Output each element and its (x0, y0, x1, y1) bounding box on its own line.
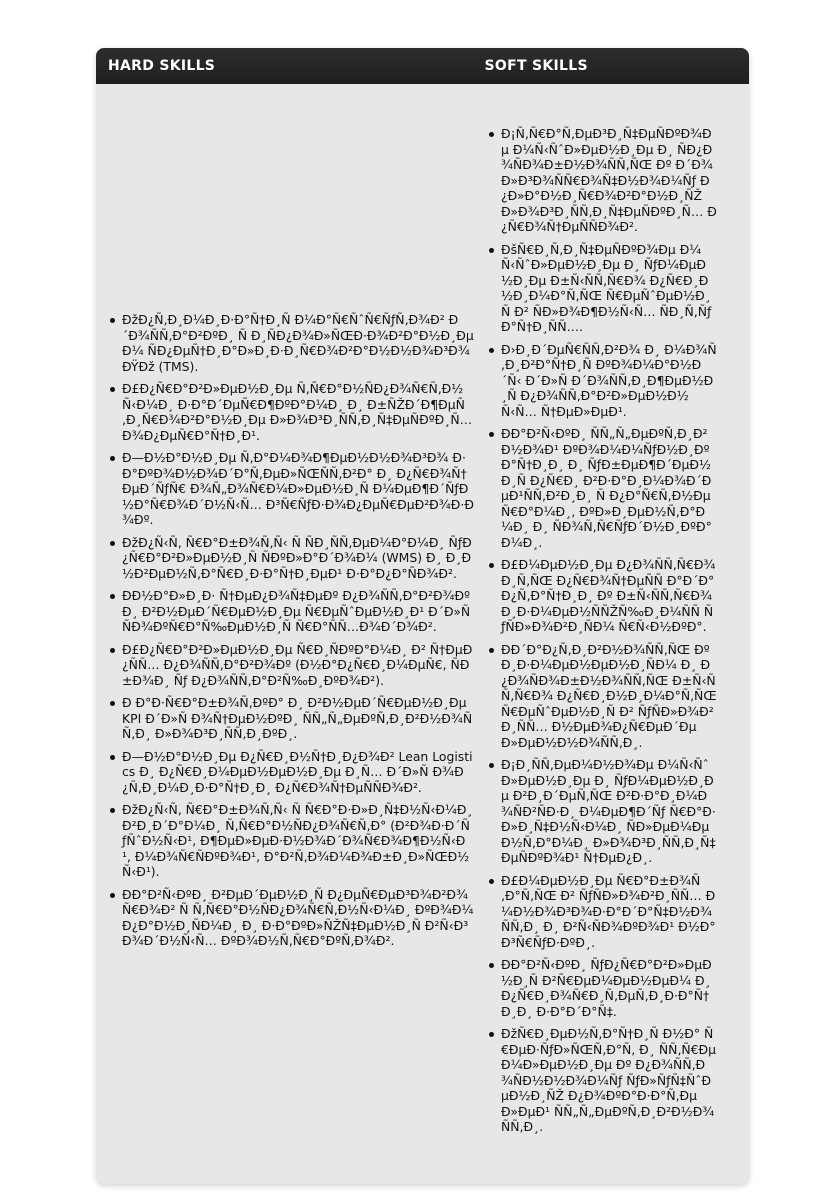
header-hard-skills: HARD SKILLS (108, 58, 216, 74)
hard-skill-item: Ð—Ð½Ð°Ð½Ð¸Ðµ Ñ‚Ð°Ð¼Ð¾Ð¶ÐµÐ½Ð½Ð¾Ð³Ð¾ Ð·Ð°ÐºÐ¾Ð½Ð¾Ð´Ð°Ñ‚ÐµÐ»ÑŒÑÑ‚Ð²Ð° Ð¸ Ð¿Ñ€Ð¾Ñ†ÐµÐ´ÑƒÑ€ Ð¾Ñ„Ð¾Ñ€Ð¼Ð»ÐµÐ½Ð¸Ñ Ð¼ÐµÐ¶Ð´ÑƒÐ½Ð°Ñ€Ð¾Ð´Ð½Ñ‹Ñ… Ð³Ñ€ÑƒÐ·Ð¾Ð¿ÐµÑ€ÐµÐ²Ð¾Ð·Ð¾Ðº. (108, 450, 474, 528)
table-header (96, 48, 749, 84)
header-soft-skills: SOFT SKILLS (484, 58, 588, 74)
soft-skill-item: Ð£Ð¼ÐµÐ½Ð¸Ðµ Ð¿Ð¾ÑÑ‚Ñ€Ð¾Ð¸Ñ‚ÑŒ Ð¿Ñ€Ð¾Ñ†ÐµÑÑ Ð°Ð´Ð°Ð¿Ñ‚Ð°Ñ†Ð¸Ð¸ Ðº Ð±Ñ‹ÑÑ‚Ñ€Ð¾ Ð¸Ð·Ð¼ÐµÐ½ÑÑŽÑ‰Ð¸Ð¼ÑÑ ÑƒÑÐ»Ð¾Ð²Ð¸ÑÐ¼ Ñ€Ñ‹Ð½ÐºÐ°. (487, 557, 717, 635)
skills-table (96, 48, 749, 1184)
soft-skill-item: ÐÐ°Ð²Ñ‹ÐºÐ¸ ÑƒÐ¿Ñ€Ð°Ð²Ð»ÐµÐ½Ð¸Ñ Ð²Ñ€ÐµÐ¼ÐµÐ½ÐµÐ¼ Ð¸ Ð¿Ñ€Ð¸Ð¾Ñ€Ð¸Ñ‚ÐµÑ‚Ð¸Ð·Ð°Ñ†Ð¸Ð¸ Ð·Ð°Ð´Ð°Ñ‡. (487, 957, 717, 1019)
hard-skill-item: ÐžÐ¿Ñ‹Ñ‚ Ñ€Ð°Ð±Ð¾Ñ‚Ñ‹ Ñ ÑÐ¸ÑÑ‚ÐµÐ¼Ð°Ð¼Ð¸ ÑƒÐ¿Ñ€Ð°Ð²Ð»ÐµÐ½Ð¸Ñ ÑÐºÐ»Ð°Ð´Ð¾Ð¼ (WMS) Ð¸ Ð¸Ð½Ð²ÐµÐ½Ñ‚Ð°Ñ€Ð¸Ð·Ð°Ñ†Ð¸ÐµÐ¹ Ð·Ð°Ð¿Ð°ÑÐ¾Ð². (108, 535, 474, 582)
table-body (96, 84, 749, 1184)
soft-skill-item: ÐžÑ€Ð¸ÐµÐ½Ñ‚Ð°Ñ†Ð¸Ñ Ð½Ð° Ñ€ÐµÐ·ÑƒÐ»ÑŒÑ‚Ð°Ñ‚ Ð¸ ÑÑ‚Ñ€ÐµÐ¼Ð»ÐµÐ½Ð¸Ðµ Ðº Ð¿Ð¾ÑÑ‚Ð¾ÑÐ½Ð½Ð¾Ð¼Ñƒ ÑƒÐ»ÑƒÑ‡ÑˆÐµÐ½Ð¸ÑŽ Ð¿Ð¾ÐºÐ°Ð·Ð°Ñ‚ÐµÐ»ÐµÐ¹ ÑÑ„Ñ„ÐµÐºÑ‚Ð¸Ð²Ð½Ð¾ÑÑ‚Ð¸. (487, 1026, 717, 1135)
soft-skill-item: Ð£Ð¼ÐµÐ½Ð¸Ðµ Ñ€Ð°Ð±Ð¾Ñ‚Ð°Ñ‚ÑŒ Ð² ÑƒÑÐ»Ð¾Ð²Ð¸ÑÑ… Ð¼Ð½Ð¾Ð³Ð¾Ð·Ð°Ð´Ð°Ñ‡Ð½Ð¾ÑÑ‚Ð¸ Ð¸ Ð²Ñ‹ÑÐ¾ÐºÐ¾Ð¹ Ð½Ð°Ð³Ñ€ÑƒÐ·ÐºÐ¸. (487, 873, 717, 951)
hard-skill-item: ÐÐ°Ð²Ñ‹ÐºÐ¸ Ð²ÐµÐ´ÐµÐ½Ð¸Ñ Ð¿ÐµÑ€ÐµÐ³Ð¾Ð²Ð¾Ñ€Ð¾Ð² Ñ Ñ‚Ñ€Ð°Ð½ÑÐ¿Ð¾Ñ€Ñ‚Ð½Ñ‹Ð¼Ð¸ ÐºÐ¾Ð¼Ð¿Ð°Ð½Ð¸ÑÐ¼Ð¸ Ð¸ Ð·Ð°ÐºÐ»ÑŽÑ‡ÐµÐ½Ð¸Ñ Ð²Ñ‹Ð³Ð¾Ð´Ð½Ñ‹Ñ… ÐºÐ¾Ð½Ñ‚Ñ€Ð°ÐºÑ‚Ð¾Ð². (108, 887, 474, 949)
hard-skills-list (108, 312, 474, 956)
soft-skill-item: Ð¡Ñ‚Ñ€Ð°Ñ‚ÐµÐ³Ð¸Ñ‡ÐµÑÐºÐ¾Ðµ Ð¼Ñ‹ÑˆÐ»ÐµÐ½Ð¸Ðµ Ð¸ ÑÐ¿Ð¾ÑÐ¾Ð±Ð½Ð¾ÑÑ‚ÑŒ Ðº Ð´Ð¾Ð»Ð³Ð¾ÑÑ€Ð¾Ñ‡Ð½Ð¾Ð¼Ñƒ Ð¿Ð»Ð°Ð½Ð¸Ñ€Ð¾Ð²Ð°Ð½Ð¸ÑŽ Ð»Ð¾Ð³Ð¸ÑÑ‚Ð¸Ñ‡ÐµÑÐºÐ¸Ñ… Ð¿Ñ€Ð¾Ñ†ÐµÑÑÐ¾Ð². (487, 126, 717, 235)
soft-skill-item: Ð¡Ð¸ÑÑ‚ÐµÐ¼Ð½Ð¾Ðµ Ð¼Ñ‹ÑˆÐ»ÐµÐ½Ð¸Ðµ Ð¸ ÑƒÐ¼ÐµÐ½Ð¸Ðµ Ð²Ð¸Ð´ÐµÑ‚ÑŒ Ð²Ð·Ð°Ð¸Ð¼Ð¾ÑÐ²ÑÐ·Ð¸ Ð¼ÐµÐ¶Ð´Ñƒ Ñ€Ð°Ð·Ð»Ð¸Ñ‡Ð½Ñ‹Ð¼Ð¸ ÑÐ»ÐµÐ¼ÐµÐ½Ñ‚Ð°Ð¼Ð¸ Ð»Ð¾Ð³Ð¸ÑÑ‚Ð¸Ñ‡ÐµÑÐºÐ¾Ð¹ Ñ†ÐµÐ¿Ð¸. (487, 757, 717, 866)
soft-skills-list (487, 126, 749, 1142)
hard-skill-item: Ð—Ð½Ð°Ð½Ð¸Ðµ Ð¿Ñ€Ð¸Ð½Ñ†Ð¸Ð¿Ð¾Ð² Lean Logistics Ð¸ Ð¿Ñ€Ð¸Ð¼ÐµÐ½ÐµÐ½Ð¸Ðµ Ð¸Ñ… Ð´Ð»Ñ Ð¾Ð¿Ñ‚Ð¸Ð¼Ð¸Ð·Ð°Ñ†Ð¸Ð¸ Ð¿Ñ€Ð¾Ñ†ÐµÑÑÐ¾Ð². (108, 749, 474, 796)
soft-skills-column (474, 84, 749, 1184)
hard-skill-item: ÐžÐ¿Ñ‚Ð¸Ð¼Ð¸Ð·Ð°Ñ†Ð¸Ñ Ð¼Ð°Ñ€ÑˆÑ€ÑƒÑ‚Ð¾Ð² Ð´Ð¾ÑÑ‚Ð°Ð²ÐºÐ¸ Ñ Ð¸ÑÐ¿Ð¾Ð»ÑŒÐ·Ð¾Ð²Ð°Ð½Ð¸ÐµÐ¼ ÑÐ¿ÐµÑ†Ð¸Ð°Ð»Ð¸Ð·Ð¸Ñ€Ð¾Ð²Ð°Ð½Ð½Ð¾Ð³Ð¾ ÐŸÐž (TMS). (108, 312, 474, 374)
hard-skill-item: Ð Ð°Ð·Ñ€Ð°Ð±Ð¾Ñ‚ÐºÐ° Ð¸ Ð²Ð½ÐµÐ´Ñ€ÐµÐ½Ð¸Ðµ KPI Ð´Ð»Ñ Ð¾Ñ†ÐµÐ½ÐºÐ¸ ÑÑ„Ñ„ÐµÐºÑ‚Ð¸Ð²Ð½Ð¾ÑÑ‚Ð¸ Ð»Ð¾Ð³Ð¸ÑÑ‚Ð¸ÐºÐ¸. (108, 695, 474, 742)
soft-skill-item: ÐÐ´Ð°Ð¿Ñ‚Ð¸Ð²Ð½Ð¾ÑÑ‚ÑŒ Ðº Ð¸Ð·Ð¼ÐµÐ½ÐµÐ½Ð¸ÑÐ¼ Ð¸ Ð¿Ð¾ÑÐ¾Ð±Ð½Ð¾ÑÑ‚ÑŒ Ð±Ñ‹ÑÑ‚Ñ€Ð¾ Ð¿Ñ€Ð¸Ð½Ð¸Ð¼Ð°Ñ‚ÑŒ Ñ€ÐµÑˆÐµÐ½Ð¸Ñ Ð² ÑƒÑÐ»Ð¾Ð²Ð¸ÑÑ… Ð½ÐµÐ¾Ð¿Ñ€ÐµÐ´ÐµÐ»ÐµÐ½Ð½Ð¾ÑÑ‚Ð¸. (487, 642, 717, 751)
soft-skill-item: ÐÐ°Ð²Ñ‹ÐºÐ¸ ÑÑ„Ñ„ÐµÐºÑ‚Ð¸Ð²Ð½Ð¾Ð¹ ÐºÐ¾Ð¼Ð¼ÑƒÐ½Ð¸ÐºÐ°Ñ†Ð¸Ð¸ Ð¸ ÑƒÐ±ÐµÐ¶Ð´ÐµÐ½Ð¸Ñ Ð¿Ñ€Ð¸ Ð²Ð·Ð°Ð¸Ð¼Ð¾Ð´ÐµÐ¹ÑÑ‚Ð²Ð¸Ð¸ Ñ Ð¿Ð°Ñ€Ñ‚Ð½ÐµÑ€Ð°Ð¼Ð¸, ÐºÐ»Ð¸ÐµÐ½Ñ‚Ð°Ð¼Ð¸ Ð¸ ÑÐ¾Ñ‚Ñ€ÑƒÐ´Ð½Ð¸ÐºÐ°Ð¼Ð¸. (487, 426, 717, 550)
hard-skill-item: Ð£Ð¿Ñ€Ð°Ð²Ð»ÐµÐ½Ð¸Ðµ Ñ€Ð¸ÑÐºÐ°Ð¼Ð¸ Ð² Ñ†ÐµÐ¿ÑÑ… Ð¿Ð¾ÑÑ‚Ð°Ð²Ð¾Ðº (Ð½Ð°Ð¿Ñ€Ð¸Ð¼ÐµÑ€, ÑÐ±Ð¾Ð¸ Ñƒ Ð¿Ð¾ÑÑ‚Ð°Ð²Ñ‰Ð¸ÐºÐ¾Ð²). (108, 642, 474, 689)
hard-skills-column (96, 84, 474, 1184)
soft-skill-item: ÐšÑ€Ð¸Ñ‚Ð¸Ñ‡ÐµÑÐºÐ¾Ðµ Ð¼Ñ‹ÑˆÐ»ÐµÐ½Ð¸Ðµ Ð¸ ÑƒÐ¼ÐµÐ½Ð¸Ðµ Ð±Ñ‹ÑÑ‚Ñ€Ð¾ Ð¿Ñ€Ð¸Ð½Ð¸Ð¼Ð°Ñ‚ÑŒ Ñ€ÐµÑˆÐµÐ½Ð¸Ñ Ð² ÑÐ»Ð¾Ð¶Ð½Ñ‹Ñ… ÑÐ¸Ñ‚ÑƒÐ°Ñ†Ð¸ÑÑ…. (487, 242, 717, 335)
hard-skill-item: ÐÐ½Ð°Ð»Ð¸Ð· Ñ†ÐµÐ¿Ð¾Ñ‡ÐµÐº Ð¿Ð¾ÑÑ‚Ð°Ð²Ð¾Ðº Ð¸ Ð²Ð½ÐµÐ´Ñ€ÐµÐ½Ð¸Ðµ Ñ€ÐµÑˆÐµÐ½Ð¸Ð¹ Ð´Ð»Ñ ÑÐ¾ÐºÑ€Ð°Ñ‰ÐµÐ½Ð¸Ñ Ñ€Ð°ÑÑ…Ð¾Ð´Ð¾Ð². (108, 588, 474, 635)
hard-skill-item: ÐžÐ¿Ñ‹Ñ‚ Ñ€Ð°Ð±Ð¾Ñ‚Ñ‹ Ñ Ñ€Ð°Ð·Ð»Ð¸Ñ‡Ð½Ñ‹Ð¼Ð¸ Ð²Ð¸Ð´Ð°Ð¼Ð¸ Ñ‚Ñ€Ð°Ð½ÑÐ¿Ð¾Ñ€Ñ‚Ð° (Ð²Ð¾Ð·Ð´ÑƒÑˆÐ½Ñ‹Ð¹, Ð¶ÐµÐ»ÐµÐ·Ð½Ð¾Ð´Ð¾Ñ€Ð¾Ð¶Ð½Ñ‹Ð¹, Ð¼Ð¾Ñ€ÑÐºÐ¾Ð¹, Ð°Ð²Ñ‚Ð¾Ð¼Ð¾Ð±Ð¸Ð»ÑŒÐ½Ñ‹Ð¹). (108, 802, 474, 880)
soft-skill-item: Ð›Ð¸Ð´ÐµÑ€ÑÑ‚Ð²Ð¾ Ð¸ Ð¼Ð¾Ñ‚Ð¸Ð²Ð°Ñ†Ð¸Ñ ÐºÐ¾Ð¼Ð°Ð½Ð´Ñ‹ Ð´Ð»Ñ Ð´Ð¾ÑÑ‚Ð¸Ð¶ÐµÐ½Ð¸Ñ Ð¿Ð¾ÑÑ‚Ð°Ð²Ð»ÐµÐ½Ð½Ñ‹Ñ… Ñ†ÐµÐ»ÐµÐ¹. (487, 342, 717, 420)
hard-skill-item: Ð£Ð¿Ñ€Ð°Ð²Ð»ÐµÐ½Ð¸Ðµ Ñ‚Ñ€Ð°Ð½ÑÐ¿Ð¾Ñ€Ñ‚Ð½Ñ‹Ð¼Ð¸ Ð·Ð°Ð´ÐµÑ€Ð¶ÐºÐ°Ð¼Ð¸ Ð¸ Ð±ÑŽÐ´Ð¶ÐµÑ‚Ð¸Ñ€Ð¾Ð²Ð°Ð½Ð¸Ðµ Ð»Ð¾Ð³Ð¸ÑÑ‚Ð¸Ñ‡ÐµÑÐºÐ¸Ñ… Ð¾Ð¿ÐµÑ€Ð°Ñ†Ð¸Ð¹. (108, 381, 474, 443)
